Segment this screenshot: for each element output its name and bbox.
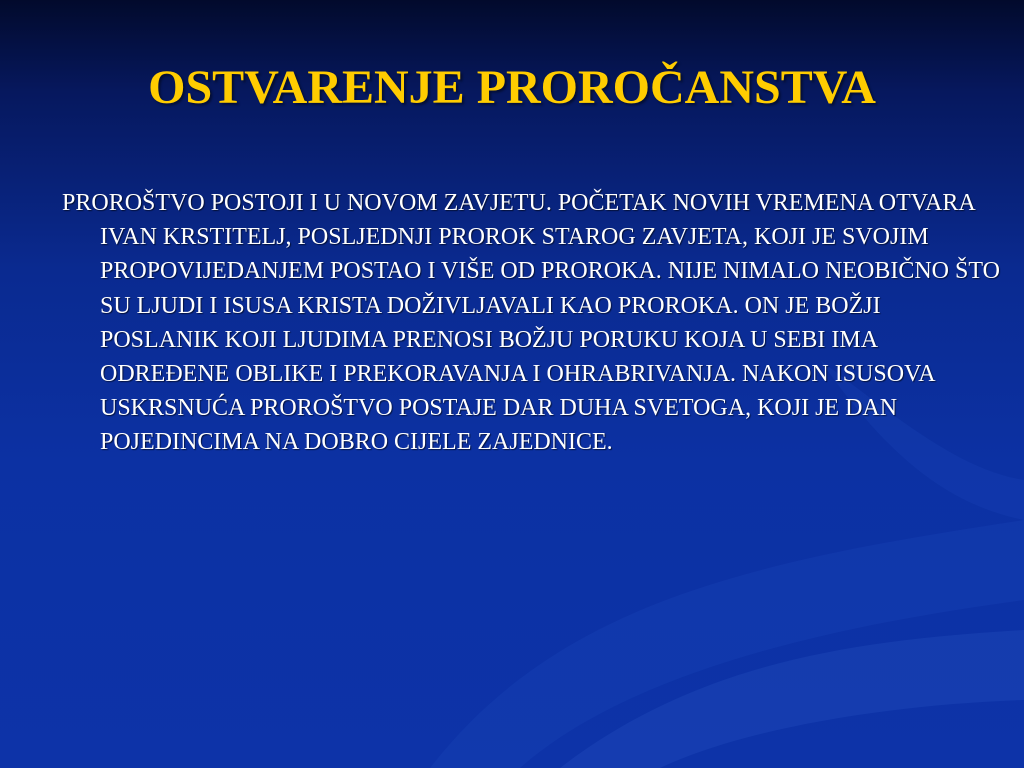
slide-title: OSTVARENJE PROROČANSTVA bbox=[148, 61, 876, 114]
slide-body-paragraph: PROROŠTVO POSTOJI I U NOVOM ZAVJETU. POČETAK NOVIH VREMENA OTVARA IVAN KRSTITELJ, POSLJEDNJI PROROK STAROG ZAVJETA, KOJI JE SVOJIM PROPOVIJEDANJEM POSTAO I VIŠE OD PROROKA. NIJE NIMALO NEOBIČNO ŠTO SU LJUDI I ISUSA KRISTA DOŽIVLJAVALI KAO PROROKA. ON JE BOŽJI POSLANIK KOJI LJUDIMA PRENOSI BOŽJU PORUKU KOJA U SEBI IMA ODREĐENE OBLIKE I PREKORAVANJA I OHRABRIVANJA. NAKON ISUSOVA USKRSNUĆA PROROŠTVO POSTAJE DAR DUHA SVETOGA, KOJI JE DAN POJEDINCIMA NA DOBRO CIJELE ZAJEDNICE. bbox=[62, 190, 1000, 456]
